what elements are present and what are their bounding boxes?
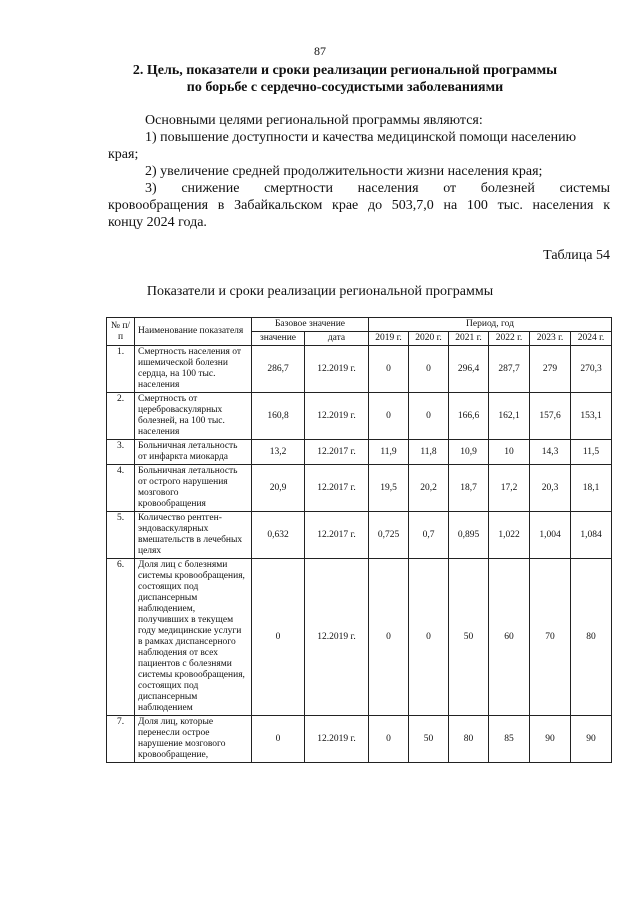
row-name: Доля лиц, которые перенесли острое нарушение мозгового кровообращение, — [135, 716, 252, 763]
header-year-2020: 2020 г. — [409, 332, 449, 346]
section-heading — [110, 62, 580, 96]
row-name: Количество рентген-эндоваскулярных вмешательств в лечебных целях — [135, 512, 252, 559]
page-number: 87 — [314, 44, 326, 58]
row-2023: 1,004 — [530, 512, 571, 559]
row-2023: 279 — [530, 346, 571, 393]
row-2022: 60 — [489, 559, 530, 716]
row-value: 0 — [252, 559, 305, 716]
indicators-table — [106, 317, 612, 763]
row-2019: 0 — [369, 716, 409, 763]
header-name: Наименование показателя — [135, 318, 252, 346]
row-value: 20,9 — [252, 465, 305, 512]
goal-1-line-2: края; — [108, 147, 139, 162]
row-2021: 18,7 — [449, 465, 489, 512]
table-row — [107, 465, 612, 512]
row-2019: 0 — [369, 393, 409, 440]
row-value: 0,632 — [252, 512, 305, 559]
row-date: 12.2019 г. — [305, 559, 369, 716]
row-2020: 0 — [409, 559, 449, 716]
heading-line-1: 2. Цель, показатели и сроки реализации региональной программы — [132, 63, 558, 78]
header-year-2024: 2024 г. — [571, 332, 612, 346]
header-base: Базовое значение — [252, 318, 369, 332]
row-date: 12.2017 г. — [305, 512, 369, 559]
table-row — [107, 393, 612, 440]
goal-3-line-3: концу 2024 года. — [108, 215, 207, 230]
goal-1-line-1: 1) повышение доступности и качества медицинской помощи населению — [145, 130, 577, 145]
header-year-2021: 2021 г. — [449, 332, 489, 346]
row-2021: 0,895 — [449, 512, 489, 559]
row-2019: 0 — [369, 346, 409, 393]
row-2023: 157,6 — [530, 393, 571, 440]
row-2022: 1,022 — [489, 512, 530, 559]
row-date: 12.2019 г. — [305, 393, 369, 440]
row-number: 2. — [107, 393, 135, 440]
goal-3-line-2: кровообращения в Забайкальском крае до 503,7,0 на 100 тыс. населения к — [108, 198, 610, 213]
row-2019: 0,725 — [369, 512, 409, 559]
row-number: 6. — [107, 559, 135, 716]
row-2024: 153,1 — [571, 393, 612, 440]
row-number: 3. — [107, 440, 135, 465]
row-date: 12.2019 г. — [305, 716, 369, 763]
row-date: 12.2017 г. — [305, 440, 369, 465]
header-year-2022: 2022 г. — [489, 332, 530, 346]
header-number: № п/п — [107, 318, 135, 346]
row-2024: 90 — [571, 716, 612, 763]
row-2022: 85 — [489, 716, 530, 763]
row-2021: 296,4 — [449, 346, 489, 393]
row-2021: 80 — [449, 716, 489, 763]
row-2019: 11,9 — [369, 440, 409, 465]
row-2021: 166,6 — [449, 393, 489, 440]
row-2019: 19,5 — [369, 465, 409, 512]
row-2023: 90 — [530, 716, 571, 763]
row-2024: 11,5 — [571, 440, 612, 465]
row-2021: 50 — [449, 559, 489, 716]
row-2023: 14,3 — [530, 440, 571, 465]
row-2020: 0 — [409, 393, 449, 440]
row-value: 160,8 — [252, 393, 305, 440]
intro-paragraph: Основными целями региональной программы являются: — [145, 113, 483, 128]
row-2020: 0 — [409, 346, 449, 393]
row-2020: 0,7 — [409, 512, 449, 559]
row-value: 286,7 — [252, 346, 305, 393]
row-2024: 1,084 — [571, 512, 612, 559]
row-name: Доля лиц с болезнями системы кровообращения, состоящих под диспансерным наблюдением, получивших в текущем году медицинские услуги в рамках диспансерного наблюдения от всех пациентов с болезнями системы кровообращения, состоящих под диспансерным наблюдением — [135, 559, 252, 716]
header-year-2019: 2019 г. — [369, 332, 409, 346]
heading-line-2: по борьбе с сердечно-сосудистыми заболеваниями — [186, 80, 504, 95]
row-date: 12.2019 г. — [305, 346, 369, 393]
row-2022: 162,1 — [489, 393, 530, 440]
header-value: значение — [252, 332, 305, 346]
row-number: 5. — [107, 512, 135, 559]
row-2022: 10 — [489, 440, 530, 465]
row-number: 1. — [107, 346, 135, 393]
row-value: 0 — [252, 716, 305, 763]
row-number: 4. — [107, 465, 135, 512]
row-number: 7. — [107, 716, 135, 763]
goal-2: 2) увеличение средней продолжительности жизни населения края; — [145, 164, 543, 179]
row-2022: 17,2 — [489, 465, 530, 512]
table-row — [107, 346, 612, 393]
table-row — [107, 716, 612, 763]
table-row — [107, 440, 612, 465]
row-2021: 10,9 — [449, 440, 489, 465]
row-2023: 20,3 — [530, 465, 571, 512]
header-period: Период, год — [369, 318, 612, 332]
row-value: 13,2 — [252, 440, 305, 465]
table-label: Таблица 54 — [543, 248, 610, 263]
table-caption: Показатели и сроки реализации региональной программы — [146, 284, 494, 299]
table-row — [107, 559, 612, 716]
row-name: Смертность от цереброваскулярных болезней, на 100 тыс. населения — [135, 393, 252, 440]
header-date: дата — [305, 332, 369, 346]
row-2020: 11,8 — [409, 440, 449, 465]
row-2022: 287,7 — [489, 346, 530, 393]
row-name: Больничная летальность от инфаркта миокарда — [135, 440, 252, 465]
row-2023: 70 — [530, 559, 571, 716]
row-2024: 18,1 — [571, 465, 612, 512]
row-2024: 270,3 — [571, 346, 612, 393]
row-2020: 20,2 — [409, 465, 449, 512]
row-2024: 80 — [571, 559, 612, 716]
row-name: Больничная летальность от острого нарушения мозгового кровообращения — [135, 465, 252, 512]
row-2019: 0 — [369, 559, 409, 716]
row-name: Смертность населения от ишемической болезни сердца, на 100 тыс. населения — [135, 346, 252, 393]
header-year-2023: 2023 г. — [530, 332, 571, 346]
goal-3-line-1: 3) снижение смертности населения от болезней системы — [145, 181, 610, 196]
row-date: 12.2017 г. — [305, 465, 369, 512]
row-2020: 50 — [409, 716, 449, 763]
table-row — [107, 512, 612, 559]
